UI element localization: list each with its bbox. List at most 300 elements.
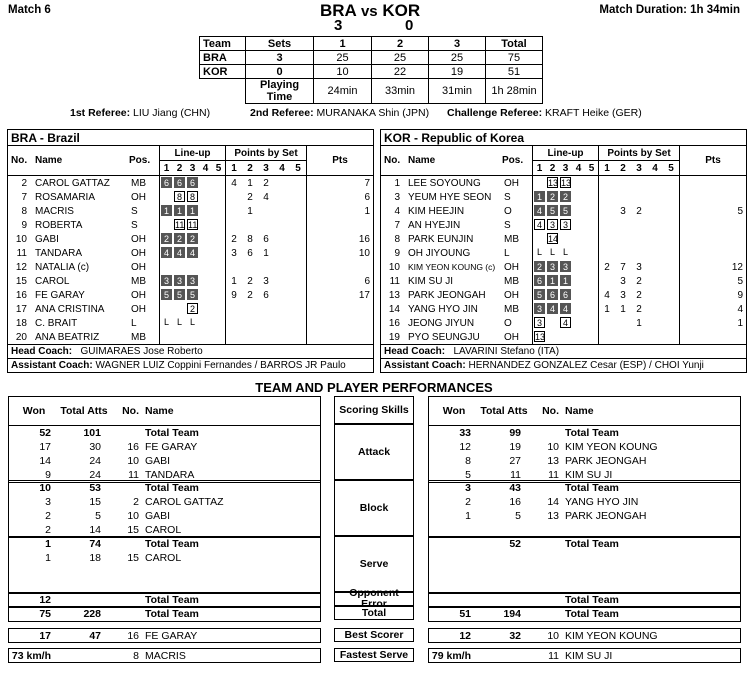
head-coach-label: Head Coach: <box>11 346 73 357</box>
player-row <box>8 316 373 330</box>
points-set-cell <box>647 330 663 345</box>
player-row <box>381 232 746 246</box>
lineup-position-box: 5 <box>534 289 545 300</box>
head-coach-label: Head Coach: <box>384 346 446 357</box>
player-position: S <box>502 190 533 204</box>
player-name: ANA BEATRIZ <box>35 331 100 343</box>
points-set-cell <box>663 204 680 218</box>
skill-opponent-error: Opponent Error <box>334 592 414 606</box>
lineup-cell <box>186 246 199 260</box>
lineup-cell <box>173 274 186 288</box>
perf-name: Total Team <box>565 482 619 494</box>
lineup-position-box: 3 <box>174 275 185 286</box>
score-set2: 22 <box>372 65 429 79</box>
playing-time-row <box>200 79 543 104</box>
points-set-cell <box>663 316 680 330</box>
lineup-cell <box>533 316 547 330</box>
points-set-cell <box>599 316 616 330</box>
points-set-cell: 2 <box>636 205 642 217</box>
score-row-kor <box>200 65 543 79</box>
lineup-cell <box>585 232 599 246</box>
roster-header-row <box>8 146 373 161</box>
player-position: MB <box>129 330 160 345</box>
player-points <box>680 218 747 232</box>
header-lineup: Line-up <box>533 146 599 161</box>
player-position: OH <box>502 330 533 345</box>
perf-total-row <box>9 629 321 643</box>
player-name: ROSAMARIA <box>35 191 96 203</box>
lineup-cell <box>572 274 585 288</box>
lineup-cell <box>533 218 547 232</box>
points-set-cell <box>290 316 307 330</box>
points-set-cell: 3 <box>620 205 626 217</box>
lineup-cell <box>572 330 585 345</box>
lineup-cell <box>186 190 199 204</box>
lineup-position-box: 13 <box>535 332 546 343</box>
perf-atts: 18 <box>89 552 101 564</box>
points-set-cell <box>290 176 307 191</box>
points-set-cell <box>599 204 616 218</box>
header-name: Name <box>33 146 129 176</box>
player-row <box>8 246 373 260</box>
perf-no <box>529 537 565 552</box>
lineup-position-box: 5 <box>174 289 185 300</box>
lineup-position-box: 5 <box>560 205 571 216</box>
points-set-header: 4 <box>647 161 663 176</box>
head-coach-row <box>8 345 373 359</box>
lineup-position-box: 3 <box>547 261 558 272</box>
lineup-set-header: 2 <box>173 161 186 176</box>
player-row <box>8 176 373 191</box>
lineup-cell <box>199 288 212 302</box>
lineup-position-box: 3 <box>534 317 545 328</box>
points-set-cell <box>226 204 243 218</box>
lineup-cell <box>585 288 599 302</box>
first-referee-value: LIU Jiang (CHN) <box>133 107 211 119</box>
player-points: 1 <box>737 317 743 329</box>
points-set-cell: 1 <box>247 205 253 217</box>
perf-header-row <box>9 397 321 426</box>
points-set-cell <box>226 316 243 330</box>
lineup-cell <box>546 218 559 232</box>
header-pos: Pos. <box>502 146 533 176</box>
player-number: 15 <box>15 275 27 287</box>
player-points: 1 <box>364 205 370 217</box>
points-set-cell <box>258 218 274 232</box>
second-referee-value: MURANAKA Shin (JPN) <box>316 107 430 119</box>
player-number: 13 <box>388 289 400 301</box>
player-name: NATALIA (c) <box>35 261 90 273</box>
perf-won <box>429 551 480 565</box>
points-set-cell <box>290 218 307 232</box>
perf-no <box>529 481 565 496</box>
points-set-cell: 2 <box>636 275 642 287</box>
points-set-cell <box>242 302 258 316</box>
lineup-cell <box>533 274 547 288</box>
lineup-cell <box>533 204 547 218</box>
perf-name: Total Team <box>145 538 199 550</box>
player-name: KIM YEON KOUNG (c) <box>408 262 496 272</box>
points-set-cell: 6 <box>247 247 253 259</box>
perf-atts: 15 <box>89 496 101 508</box>
lineup-position-box: 1 <box>161 205 172 216</box>
lineup-position-box: 6 <box>174 177 185 188</box>
header-name: Name <box>406 146 502 176</box>
lineup-position-box: L <box>562 247 568 258</box>
lineup-cell <box>160 176 174 191</box>
perf-atts: 27 <box>509 455 521 467</box>
player-row <box>381 190 746 204</box>
points-set-cell: 1 <box>604 303 610 315</box>
player-name: ANA CRISTINA <box>35 303 105 315</box>
lineup-cell <box>585 274 599 288</box>
perf-atts <box>479 551 529 565</box>
points-set-cell <box>599 176 616 191</box>
lineup-position-box: 6 <box>560 289 571 300</box>
points-set-cell <box>615 190 631 204</box>
lineup-cell <box>173 330 186 345</box>
perf-won: 1 <box>45 552 51 564</box>
header-won: Won <box>9 397 60 426</box>
lineup-cell <box>559 316 572 330</box>
player-number: 11 <box>16 247 27 259</box>
points-set-cell: 2 <box>247 289 253 301</box>
lineup-position-box: 6 <box>161 177 172 188</box>
lineup-cell <box>212 232 226 246</box>
lineup-cell <box>546 232 559 246</box>
header-sets: Sets <box>246 37 314 51</box>
points-set-cell <box>242 260 258 274</box>
lineup-cell <box>199 190 212 204</box>
player-points: 17 <box>358 289 370 301</box>
skills-header: Scoring Skills <box>334 396 414 424</box>
points-set-cell <box>274 316 290 330</box>
lineup-set-header: 3 <box>559 161 572 176</box>
points-set-cell <box>226 190 243 204</box>
player-position: O <box>502 204 533 218</box>
points-set-cell: 2 <box>636 289 642 301</box>
player-number: 7 <box>21 191 27 203</box>
perf-no <box>529 551 565 565</box>
player-name: CAROL <box>35 275 70 287</box>
perf-no <box>109 537 145 552</box>
header-no: No. <box>529 397 565 426</box>
player-name: YANG HYO JIN <box>408 303 478 315</box>
perf-name: Total Team <box>565 608 619 620</box>
player-number: 7 <box>394 219 400 231</box>
roster-kor <box>380 129 747 373</box>
perf-player-row <box>429 551 741 565</box>
lineup-cell <box>546 204 559 218</box>
lineup-position-box: 1 <box>547 275 558 286</box>
player-name: AN HYEJIN <box>408 219 461 231</box>
assistant-coach-label: Assistant Coach: <box>11 360 93 371</box>
lineup-position-box: 4 <box>161 247 172 258</box>
points-set-cell <box>242 330 258 345</box>
points-set-cell: 1 <box>231 275 237 287</box>
lineup-position-box: L <box>549 247 555 258</box>
lineup-cell <box>546 302 559 316</box>
lineup-position-box: 6 <box>534 275 545 286</box>
perf-name: TANDARA <box>145 469 195 481</box>
points-set-cell <box>599 330 616 345</box>
lineup-cell <box>160 190 174 204</box>
perf-total-row <box>429 426 741 441</box>
points-set-cell: 1 <box>247 177 253 189</box>
lineup-position-box: 4 <box>187 247 198 258</box>
lineup-cell <box>173 232 186 246</box>
lineup-set-header: 5 <box>212 161 226 176</box>
lineup-position-box: 3 <box>161 275 172 286</box>
perf-atts: 52 <box>509 538 521 550</box>
points-set-cell <box>663 218 680 232</box>
assistant-coach <box>381 359 746 373</box>
perf-won: 1 <box>465 510 471 522</box>
score-set1: 25 <box>314 51 372 65</box>
match-duration: Match Duration: 1h 34min <box>599 4 740 16</box>
away-sets-won: 0 <box>405 17 414 34</box>
points-set-cell <box>290 204 307 218</box>
player-number: 14 <box>388 303 400 315</box>
lineup-cell <box>160 218 174 232</box>
points-set-cell: 1 <box>263 247 269 259</box>
lineup-position-box: 8 <box>187 191 198 202</box>
perf-won: 17 <box>39 441 51 453</box>
points-set-cell <box>242 316 258 330</box>
score-team: KOR <box>200 65 246 79</box>
player-name: GABI <box>35 233 59 245</box>
player-name: PYO SEUNGJU <box>408 331 480 343</box>
lineup-cell <box>186 232 199 246</box>
points-set-cell <box>258 316 274 330</box>
player-position: MB <box>502 302 533 316</box>
header-name: Name <box>565 397 741 426</box>
points-set-cell <box>663 232 680 246</box>
points-set-cell <box>647 260 663 274</box>
lineup-cell <box>546 260 559 274</box>
player-position: L <box>502 246 533 260</box>
lineup-cell <box>199 218 212 232</box>
score-set1: 10 <box>314 65 372 79</box>
perf-player-row <box>429 565 741 579</box>
perf-no <box>529 426 565 441</box>
player-points: 9 <box>737 289 743 301</box>
lineup-cell <box>212 176 226 191</box>
lineup-set-header: 3 <box>186 161 199 176</box>
lineup-cell <box>559 260 572 274</box>
score-sets: 0 <box>246 65 314 79</box>
perf-name: CAROL <box>145 524 182 536</box>
lineup-position-box: 6 <box>187 177 198 188</box>
perf-total-row <box>429 649 741 663</box>
lineup-cell <box>572 260 585 274</box>
points-set-cell: 2 <box>231 233 237 245</box>
points-set-cell <box>663 274 680 288</box>
points-set-cell <box>615 176 631 191</box>
perf-won: 12 <box>459 629 471 642</box>
lineup-cell <box>559 176 572 191</box>
perf-table-kor <box>428 396 741 483</box>
lineup-position-box: 1 <box>174 205 185 216</box>
header-no: No. <box>109 397 145 426</box>
score-set3: 25 <box>429 51 486 65</box>
first-referee-label: 1st Referee: <box>70 107 131 119</box>
head-coach-value: GUIMARAES Jose Roberto <box>80 346 203 357</box>
points-set-cell <box>615 316 631 330</box>
perf-no <box>109 426 145 441</box>
header-no: No. <box>381 146 406 176</box>
points-set-cell <box>647 316 663 330</box>
lineup-cell <box>559 302 572 316</box>
score-team: BRA <box>200 51 246 65</box>
points-set-cell: 2 <box>247 191 253 203</box>
perf-name: Total Team <box>145 427 199 439</box>
perf-no <box>109 607 145 622</box>
lineup-cell <box>186 176 199 191</box>
perf-won <box>429 565 480 579</box>
lineup-position-box: L <box>176 317 182 328</box>
lineup-cell <box>585 330 599 345</box>
lineup-cell <box>199 302 212 316</box>
points-set-cell: 1 <box>620 303 626 315</box>
points-set-cell <box>647 232 663 246</box>
lineup-position-box: 6 <box>547 289 558 300</box>
vs-label: vs <box>360 3 378 20</box>
lineup-cell <box>199 260 212 274</box>
lineup-cell <box>546 330 559 345</box>
perf-no: 16 <box>127 441 139 453</box>
perf-atts <box>479 565 529 579</box>
lineup-position-box: 4 <box>560 303 571 314</box>
roster-team-title: KOR - Republic of Korea <box>381 130 746 146</box>
player-number: 4 <box>394 205 400 217</box>
perf-player-row <box>9 440 321 454</box>
points-set-cell <box>242 218 258 232</box>
home-sets-won: 3 <box>334 17 343 34</box>
lineup-cell <box>173 246 186 260</box>
roster-header-row <box>381 146 746 161</box>
player-position: OH <box>129 302 160 316</box>
player-name: CAROL GATTAZ <box>35 177 110 189</box>
roster-table <box>381 130 746 372</box>
player-name: KIM SU JI <box>408 275 454 287</box>
lineup-cell <box>572 218 585 232</box>
player-points <box>680 176 747 191</box>
points-set-cell: 7 <box>620 261 626 273</box>
perf-name <box>565 565 741 579</box>
perf-table-kor <box>428 648 741 663</box>
lineup-cell <box>585 176 599 191</box>
perf-no: 11 <box>548 469 559 481</box>
perf-table-kor <box>428 606 741 622</box>
lineup-cell <box>546 176 559 191</box>
points-set-cell <box>290 232 307 246</box>
player-row <box>381 246 746 260</box>
lineup-cell <box>199 176 212 191</box>
lineup-cell <box>186 274 199 288</box>
points-set-cell: 8 <box>247 233 253 245</box>
points-set-cell <box>647 190 663 204</box>
perf-atts: 228 <box>83 608 101 620</box>
perf-player-row <box>9 454 321 468</box>
lineup-cell <box>585 204 599 218</box>
points-set-cell <box>647 176 663 191</box>
lineup-position-box: 2 <box>547 191 558 202</box>
lineup-position-box: 4 <box>534 205 545 216</box>
player-number: 3 <box>394 191 400 203</box>
points-set-cell <box>615 232 631 246</box>
lineup-cell <box>186 288 199 302</box>
lineup-cell <box>559 246 572 260</box>
player-number: 16 <box>388 317 400 329</box>
points-set-cell: 2 <box>604 261 610 273</box>
perf-player-row <box>9 551 321 565</box>
lineup-cell <box>585 260 599 274</box>
points-set-cell <box>663 176 680 191</box>
player-position: OH <box>129 288 160 302</box>
perf-atts: 99 <box>509 427 521 439</box>
lineup-cell <box>173 302 186 316</box>
perf-no: 10 <box>547 441 559 453</box>
skill-block: Block <box>334 480 414 536</box>
lineup-position-box: 1 <box>187 205 198 216</box>
lineup-cell <box>199 232 212 246</box>
score-set3: 19 <box>429 65 486 79</box>
perf-no: 13 <box>547 510 559 522</box>
perf-table-bra <box>8 648 321 663</box>
lineup-cell <box>173 176 186 191</box>
player-row <box>8 288 373 302</box>
perf-no <box>529 607 565 622</box>
lineup-position-box: 5 <box>547 205 558 216</box>
player-number: 11 <box>389 275 400 287</box>
points-set-cell <box>631 232 647 246</box>
perf-name: CAROL GATTAZ <box>145 496 224 508</box>
points-set-cell <box>631 330 647 345</box>
player-position: L <box>129 316 160 330</box>
points-set-header: 3 <box>631 161 647 176</box>
lineup-set-header: 4 <box>572 161 585 176</box>
perf-no: 11 <box>128 469 139 481</box>
player-row <box>8 190 373 204</box>
perf-atts: 24 <box>89 469 101 481</box>
player-row <box>8 260 373 274</box>
lineup-set-header: 1 <box>160 161 174 176</box>
perf-won: 12 <box>39 594 51 606</box>
lineup-cell <box>533 302 547 316</box>
player-number: 18 <box>15 317 27 329</box>
lineup-cell <box>533 330 547 345</box>
lineup-cell <box>173 288 186 302</box>
perf-player-row <box>9 509 321 523</box>
perf-atts: 24 <box>89 455 101 467</box>
lineup-cell <box>572 204 585 218</box>
points-set-cell: 3 <box>620 275 626 287</box>
lineup-position-box: 4 <box>560 317 571 328</box>
perf-table-bra <box>8 606 321 622</box>
header-set3: 3 <box>429 37 486 51</box>
header-name: Name <box>145 397 321 426</box>
perf-total-row <box>429 607 741 622</box>
points-set-cell <box>663 260 680 274</box>
perf-name: FE GARAY <box>145 629 198 642</box>
player-number: 9 <box>21 219 27 231</box>
perf-atts <box>479 649 529 663</box>
perf-atts: 14 <box>89 524 101 536</box>
perf-no: 15 <box>127 552 139 564</box>
player-position: S <box>502 218 533 232</box>
roster-title-row <box>8 130 373 146</box>
